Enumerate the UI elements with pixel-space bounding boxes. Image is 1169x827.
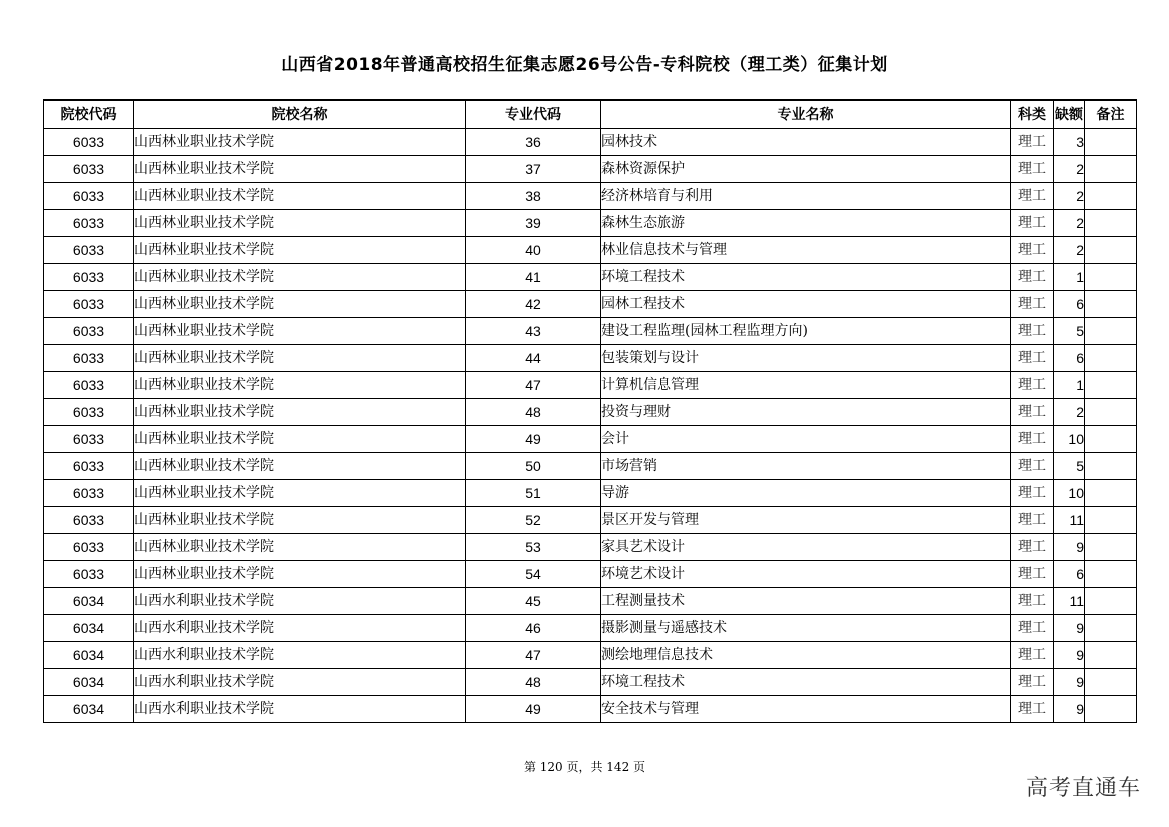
cell-major-code: 54 — [466, 561, 601, 588]
cell-school-name: 山西林业职业技术学院 — [134, 210, 466, 237]
cell-vacancy: 2 — [1054, 183, 1085, 210]
cell-major-code: 43 — [466, 318, 601, 345]
cell-school-code: 6033 — [44, 345, 134, 372]
cell-vacancy: 2 — [1054, 210, 1085, 237]
cell-school-code: 6033 — [44, 507, 134, 534]
cell-category: 理工 — [1011, 534, 1054, 561]
cell-vacancy: 2 — [1054, 237, 1085, 264]
cell-category: 理工 — [1011, 669, 1054, 696]
cell-school-name: 山西林业职业技术学院 — [134, 156, 466, 183]
cell-school-name: 山西林业职业技术学院 — [134, 372, 466, 399]
cell-school-name: 山西林业职业技术学院 — [134, 264, 466, 291]
cell-school-code: 6034 — [44, 669, 134, 696]
cell-vacancy: 1 — [1054, 264, 1085, 291]
cell-major-name: 森林资源保护 — [601, 156, 1011, 183]
cell-school-code: 6034 — [44, 642, 134, 669]
cell-major-code: 46 — [466, 615, 601, 642]
cell-note — [1085, 642, 1137, 669]
cell-major-name: 环境工程技术 — [601, 669, 1011, 696]
table-row — [44, 642, 1137, 669]
cell-school-name: 山西林业职业技术学院 — [134, 345, 466, 372]
cell-vacancy: 11 — [1054, 588, 1085, 615]
cell-school-code: 6034 — [44, 615, 134, 642]
header-vacancy: 缺额 — [1054, 100, 1085, 129]
cell-school-code: 6033 — [44, 399, 134, 426]
table-row — [44, 345, 1137, 372]
table-row — [44, 129, 1137, 156]
cell-major-code: 42 — [466, 291, 601, 318]
cell-major-code: 49 — [466, 696, 601, 723]
cell-category: 理工 — [1011, 210, 1054, 237]
table-row — [44, 561, 1137, 588]
cell-category: 理工 — [1011, 507, 1054, 534]
cell-note — [1085, 453, 1137, 480]
cell-vacancy: 2 — [1054, 399, 1085, 426]
cell-note — [1085, 291, 1137, 318]
cell-note — [1085, 210, 1137, 237]
cell-vacancy: 9 — [1054, 642, 1085, 669]
cell-category: 理工 — [1011, 696, 1054, 723]
cell-note — [1085, 426, 1137, 453]
cell-school-name: 山西林业职业技术学院 — [134, 507, 466, 534]
cell-vacancy: 9 — [1054, 696, 1085, 723]
cell-major-name: 景区开发与管理 — [601, 507, 1011, 534]
cell-major-code: 45 — [466, 588, 601, 615]
cell-major-name: 计算机信息管理 — [601, 372, 1011, 399]
enrollment-plan-table — [43, 99, 1137, 723]
table-row — [44, 480, 1137, 507]
cell-category: 理工 — [1011, 183, 1054, 210]
cell-major-code: 48 — [466, 669, 601, 696]
cell-school-name: 山西林业职业技术学院 — [134, 237, 466, 264]
cell-note — [1085, 345, 1137, 372]
cell-category: 理工 — [1011, 156, 1054, 183]
table-row — [44, 615, 1137, 642]
header-major-code: 专业代码 — [466, 100, 601, 129]
cell-note — [1085, 372, 1137, 399]
cell-school-name: 山西水利职业技术学院 — [134, 588, 466, 615]
cell-vacancy: 1 — [1054, 372, 1085, 399]
table-row — [44, 372, 1137, 399]
cell-category: 理工 — [1011, 345, 1054, 372]
cell-major-code: 41 — [466, 264, 601, 291]
table-row — [44, 534, 1137, 561]
table-row — [44, 669, 1137, 696]
cell-school-code: 6033 — [44, 534, 134, 561]
watermark: 高考直通车 — [1025, 776, 1141, 801]
header-school-name: 院校名称 — [134, 100, 466, 129]
cell-note — [1085, 480, 1137, 507]
cell-major-code: 51 — [466, 480, 601, 507]
cell-major-name: 投资与理财 — [601, 399, 1011, 426]
cell-school-name: 山西林业职业技术学院 — [134, 291, 466, 318]
cell-school-name: 山西林业职业技术学院 — [134, 183, 466, 210]
cell-category: 理工 — [1011, 588, 1054, 615]
cell-note — [1085, 588, 1137, 615]
cell-category: 理工 — [1011, 237, 1054, 264]
cell-major-name: 园林技术 — [601, 129, 1011, 156]
table-header-row — [44, 100, 1137, 129]
cell-major-code: 47 — [466, 372, 601, 399]
cell-school-code: 6033 — [44, 426, 134, 453]
cell-school-code: 6033 — [44, 318, 134, 345]
cell-major-code: 44 — [466, 345, 601, 372]
cell-category: 理工 — [1011, 399, 1054, 426]
cell-note — [1085, 507, 1137, 534]
cell-vacancy: 6 — [1054, 561, 1085, 588]
cell-school-code: 6033 — [44, 129, 134, 156]
cell-category: 理工 — [1011, 129, 1054, 156]
cell-note — [1085, 156, 1137, 183]
cell-major-code: 53 — [466, 534, 601, 561]
cell-major-name: 园林工程技术 — [601, 291, 1011, 318]
cell-category: 理工 — [1011, 426, 1054, 453]
cell-school-code: 6033 — [44, 156, 134, 183]
table-row — [44, 183, 1137, 210]
table-row — [44, 156, 1137, 183]
cell-note — [1085, 399, 1137, 426]
cell-major-name: 经济林培育与利用 — [601, 183, 1011, 210]
cell-major-code: 36 — [466, 129, 601, 156]
cell-note — [1085, 534, 1137, 561]
cell-category: 理工 — [1011, 372, 1054, 399]
cell-school-code: 6033 — [44, 372, 134, 399]
cell-major-name: 环境艺术设计 — [601, 561, 1011, 588]
cell-major-code: 40 — [466, 237, 601, 264]
cell-note — [1085, 615, 1137, 642]
cell-major-code: 52 — [466, 507, 601, 534]
cell-major-name: 工程测量技术 — [601, 588, 1011, 615]
table-row — [44, 453, 1137, 480]
cell-vacancy: 9 — [1054, 669, 1085, 696]
cell-vacancy: 9 — [1054, 615, 1085, 642]
cell-major-name: 市场营销 — [601, 453, 1011, 480]
cell-school-name: 山西水利职业技术学院 — [134, 615, 466, 642]
cell-major-code: 39 — [466, 210, 601, 237]
table-row — [44, 399, 1137, 426]
cell-vacancy: 9 — [1054, 534, 1085, 561]
cell-category: 理工 — [1011, 480, 1054, 507]
cell-note — [1085, 561, 1137, 588]
table-row — [44, 426, 1137, 453]
cell-major-name: 包装策划与设计 — [601, 345, 1011, 372]
cell-school-code: 6033 — [44, 264, 134, 291]
cell-vacancy: 5 — [1054, 453, 1085, 480]
cell-school-code: 6033 — [44, 291, 134, 318]
cell-major-name: 会计 — [601, 426, 1011, 453]
cell-school-name: 山西林业职业技术学院 — [134, 318, 466, 345]
cell-major-name: 测绘地理信息技术 — [601, 642, 1011, 669]
cell-major-code: 37 — [466, 156, 601, 183]
table-row — [44, 318, 1137, 345]
page-title: 山西省2018年普通高校招生征集志愿26号公告-专科院校（理工类）征集计划 — [281, 55, 888, 75]
cell-vacancy: 2 — [1054, 156, 1085, 183]
cell-category: 理工 — [1011, 264, 1054, 291]
table-row — [44, 588, 1137, 615]
cell-major-name: 导游 — [601, 480, 1011, 507]
header-note: 备注 — [1085, 100, 1137, 129]
cell-school-name: 山西水利职业技术学院 — [134, 696, 466, 723]
cell-school-code: 6034 — [44, 696, 134, 723]
cell-school-name: 山西水利职业技术学院 — [134, 642, 466, 669]
cell-note — [1085, 318, 1137, 345]
cell-note — [1085, 237, 1137, 264]
cell-major-code: 50 — [466, 453, 601, 480]
cell-major-name: 林业信息技术与管理 — [601, 237, 1011, 264]
cell-note — [1085, 264, 1137, 291]
cell-note — [1085, 696, 1137, 723]
cell-school-name: 山西林业职业技术学院 — [134, 534, 466, 561]
cell-school-name: 山西林业职业技术学院 — [134, 129, 466, 156]
cell-school-name: 山西水利职业技术学院 — [134, 669, 466, 696]
cell-school-name: 山西林业职业技术学院 — [134, 480, 466, 507]
cell-category: 理工 — [1011, 642, 1054, 669]
cell-category: 理工 — [1011, 318, 1054, 345]
cell-school-code: 6034 — [44, 588, 134, 615]
cell-major-code: 48 — [466, 399, 601, 426]
table-row — [44, 210, 1137, 237]
cell-major-code: 38 — [466, 183, 601, 210]
cell-vacancy: 5 — [1054, 318, 1085, 345]
cell-category: 理工 — [1011, 561, 1054, 588]
cell-major-code: 47 — [466, 642, 601, 669]
cell-category: 理工 — [1011, 291, 1054, 318]
cell-major-name: 摄影测量与遥感技术 — [601, 615, 1011, 642]
header-category: 科类 — [1011, 100, 1054, 129]
cell-school-name: 山西林业职业技术学院 — [134, 426, 466, 453]
table-row — [44, 264, 1137, 291]
cell-school-name: 山西林业职业技术学院 — [134, 399, 466, 426]
cell-major-name: 环境工程技术 — [601, 264, 1011, 291]
cell-major-code: 49 — [466, 426, 601, 453]
cell-note — [1085, 183, 1137, 210]
cell-note — [1085, 129, 1137, 156]
cell-major-name: 森林生态旅游 — [601, 210, 1011, 237]
header-major-name: 专业名称 — [601, 100, 1011, 129]
cell-major-name: 安全技术与管理 — [601, 696, 1011, 723]
cell-vacancy: 3 — [1054, 129, 1085, 156]
page-number: 第 120 页，共 142 页 — [523, 760, 646, 774]
cell-vacancy: 10 — [1054, 426, 1085, 453]
table-row — [44, 291, 1137, 318]
header-school-code: 院校代码 — [44, 100, 134, 129]
cell-school-code: 6033 — [44, 183, 134, 210]
cell-school-code: 6033 — [44, 480, 134, 507]
cell-category: 理工 — [1011, 453, 1054, 480]
cell-major-name: 建设工程监理(园林工程监理方向) — [601, 318, 1011, 345]
cell-vacancy: 10 — [1054, 480, 1085, 507]
cell-school-code: 6033 — [44, 210, 134, 237]
cell-vacancy: 11 — [1054, 507, 1085, 534]
table-row — [44, 696, 1137, 723]
cell-vacancy: 6 — [1054, 291, 1085, 318]
table-row — [44, 507, 1137, 534]
cell-school-name: 山西林业职业技术学院 — [134, 561, 466, 588]
cell-school-name: 山西林业职业技术学院 — [134, 453, 466, 480]
cell-major-name: 家具艺术设计 — [601, 534, 1011, 561]
cell-vacancy: 6 — [1054, 345, 1085, 372]
cell-note — [1085, 669, 1137, 696]
cell-school-code: 6033 — [44, 561, 134, 588]
cell-school-code: 6033 — [44, 237, 134, 264]
cell-category: 理工 — [1011, 615, 1054, 642]
cell-school-code: 6033 — [44, 453, 134, 480]
table-row — [44, 237, 1137, 264]
